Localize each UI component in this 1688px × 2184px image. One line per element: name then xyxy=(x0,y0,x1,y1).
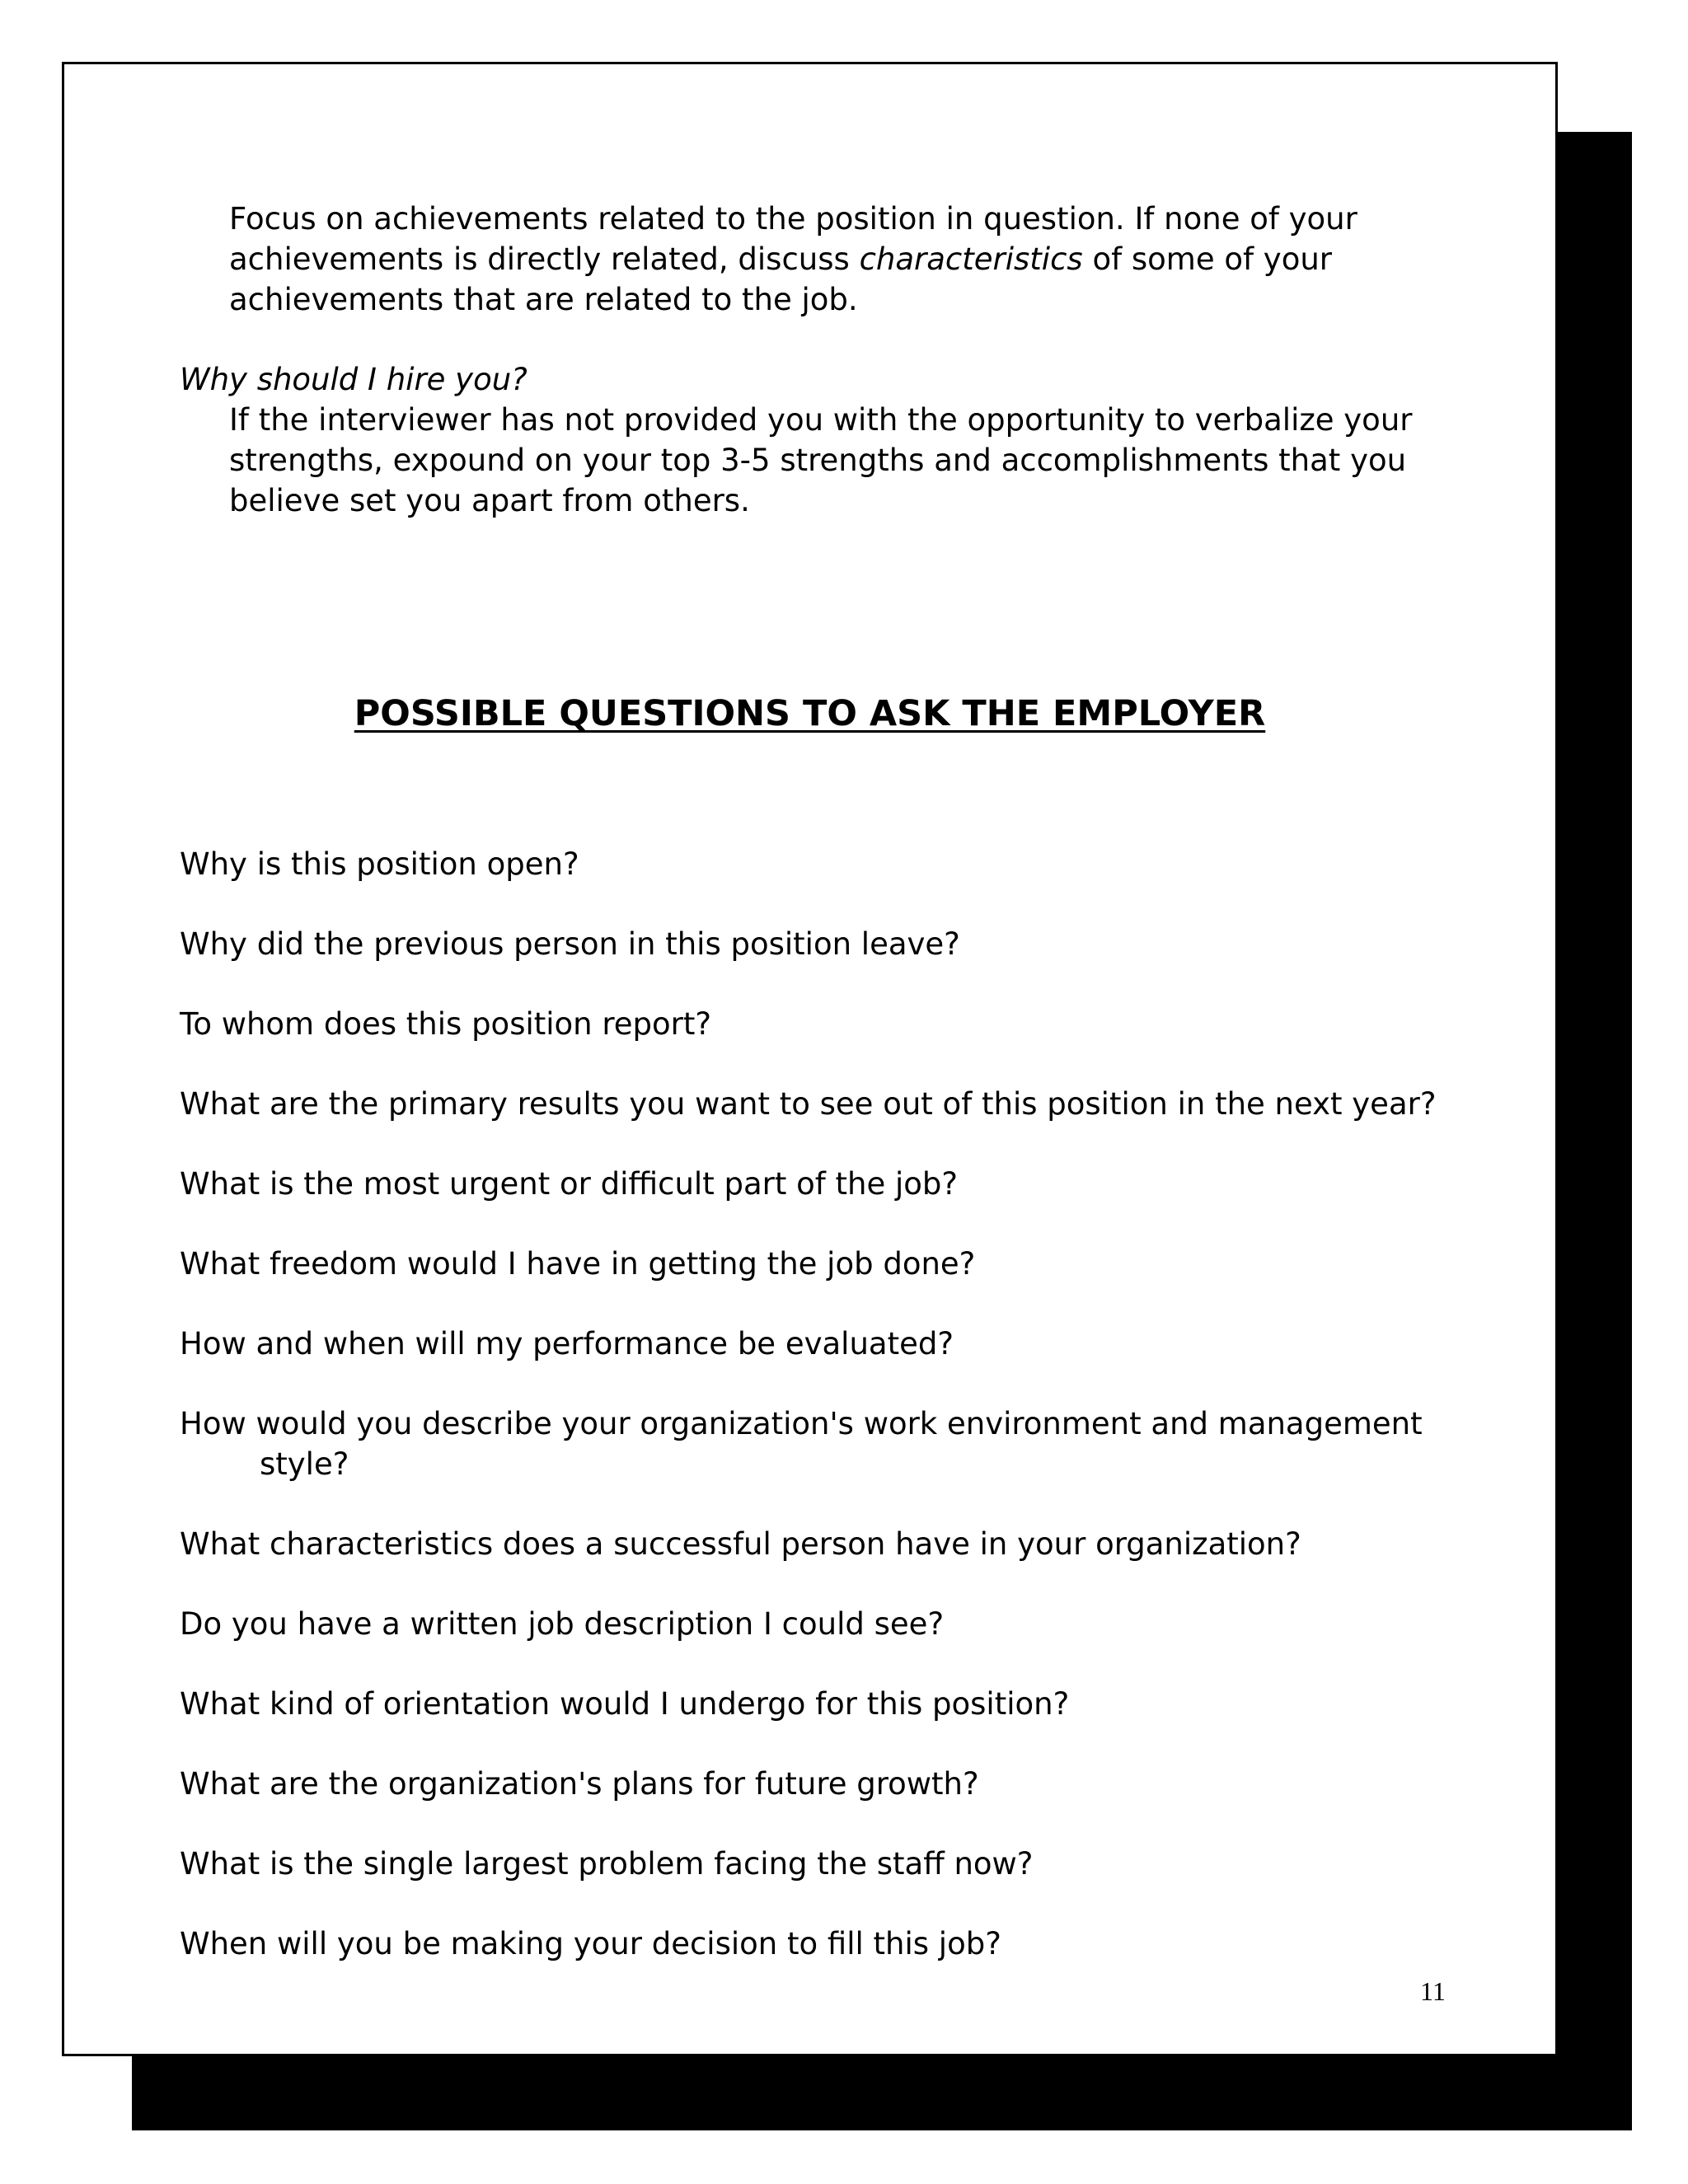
question-item: What kind of orientation would I undergo for this position? xyxy=(180,1686,1070,1722)
question-item: What is the single largest problem facing the staff now? xyxy=(180,1846,1034,1882)
achievements-text-start: Focus on achievements related to the position in question. If none of your achievements is directly related, discuss xyxy=(229,201,1357,277)
question-item: Why did the previous person in this position leave? xyxy=(180,926,960,962)
page-content xyxy=(64,64,1555,2054)
question-item: What are the primary results you want to see out of this position in the next year? xyxy=(180,1086,1437,1122)
question-item: How would you describe your organization's work environment and management style? xyxy=(180,1406,1423,1482)
section-title: POSSIBLE QUESTIONS TO ASK THE EMPLOYER xyxy=(354,693,1266,734)
question-item: What are the organization's plans for future growth? xyxy=(180,1766,979,1802)
hire-answer-paragraph: If the interviewer has not provided you with the opportunity to verbalize your strengths, expound on your top 3-5 strengths and accomplishments that you believe set you apart from others. xyxy=(229,402,1413,518)
question-item: Do you have a written job description I could see? xyxy=(180,1606,945,1642)
characteristics-emphasis: characteristics xyxy=(859,241,1083,277)
achievements-text-end: of some of your achievements that are related to the job. xyxy=(229,241,1332,317)
question-item: What freedom would I have in getting the job done? xyxy=(180,1246,976,1282)
question-item: What characteristics does a successful person have in your organization? xyxy=(180,1526,1301,1562)
question-item: What is the most urgent or difficult part of the job? xyxy=(180,1166,959,1202)
document-page xyxy=(62,62,1558,2056)
question-item: When will you be making your decision to fill this job? xyxy=(180,1926,1001,1961)
question-item: How and when will my performance be evaluated? xyxy=(180,1326,954,1361)
hire-question-heading: Why should I hire you? xyxy=(180,362,528,397)
question-item: Why is this position open? xyxy=(180,846,579,882)
question-item: To whom does this position report? xyxy=(180,1006,712,1042)
achievements-paragraph xyxy=(229,199,1432,320)
page-number: 11 xyxy=(1420,1976,1446,2006)
